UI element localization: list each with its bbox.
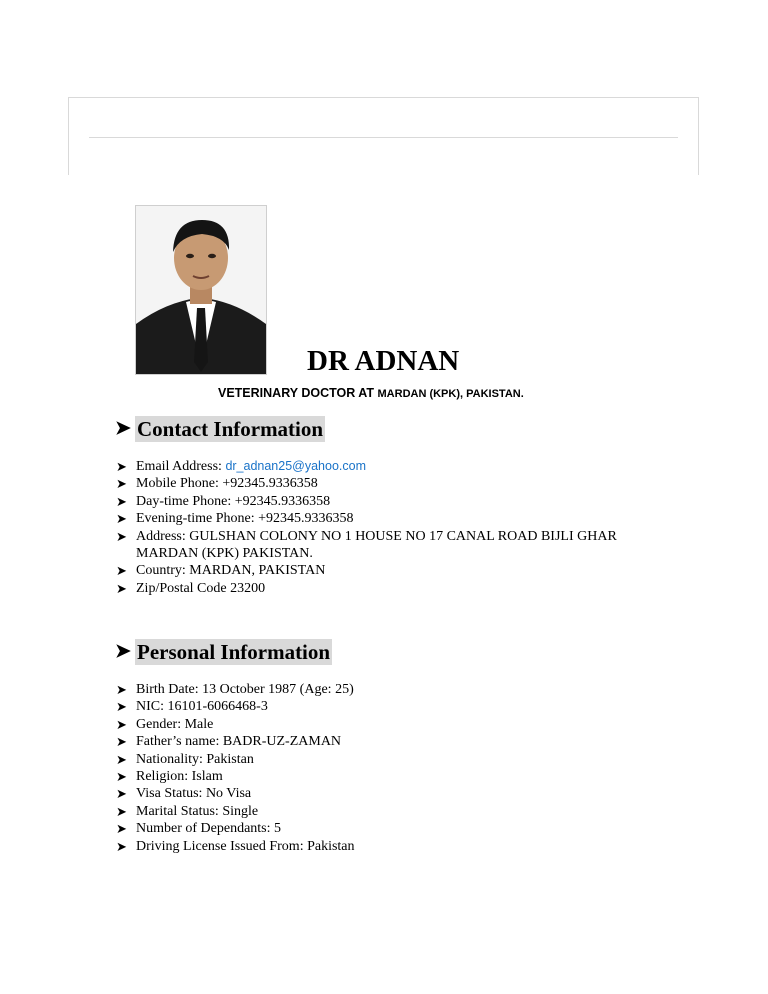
- list-item: [116, 803, 355, 820]
- daytime-phone: Day-time Phone: +92345.9336358: [136, 493, 331, 509]
- contact-info-list: [116, 458, 617, 597]
- arrowhead-bullet-icon: ➤: [116, 476, 127, 492]
- contact-country-item: [116, 562, 617, 579]
- contact-heading-text: Contact Information: [137, 417, 324, 441]
- job-location: MARDAN (KPK), PAKISTAN.: [377, 388, 524, 400]
- list-item: [116, 820, 355, 837]
- zip-code: Zip/Postal Code 23200: [136, 580, 266, 596]
- list-item: [116, 698, 355, 715]
- list-item: [116, 733, 355, 750]
- visa-status: Visa Status: No Visa: [136, 786, 252, 802]
- arrowhead-bullet-icon: ➤: [116, 734, 127, 750]
- header-divider: [89, 137, 678, 138]
- contact-daytime-item: [116, 493, 617, 510]
- candidate-name: DR ADNAN: [307, 345, 460, 377]
- dependants: Number of Dependants: 5: [136, 821, 282, 837]
- nationality: Nationality: Pakistan: [136, 751, 254, 767]
- contact-evening-item: [116, 510, 617, 527]
- job-title-text: VETERINARY DOCTOR AT: [218, 386, 378, 400]
- list-item: [116, 681, 355, 698]
- contact-email-item: [116, 458, 617, 475]
- gender: Gender: Male: [136, 716, 214, 732]
- address-line-1: Address: GULSHAN COLONY NO 1 HOUSE NO 17 CANAL ROAD BIJLI GHAR: [136, 528, 617, 544]
- arrowhead-bullet-icon: ➤: [115, 641, 131, 662]
- arrowhead-bullet-icon: ➤: [116, 821, 127, 837]
- address-line-2: MARDAN (KPK) PAKISTAN.: [136, 546, 313, 562]
- arrowhead-bullet-icon: ➤: [116, 803, 127, 819]
- birth-date: Birth Date: 13 October 1987 (Age: 25): [136, 682, 354, 697]
- arrowhead-bullet-icon: ➤: [116, 838, 127, 854]
- list-item: [116, 751, 355, 768]
- list-item: [116, 838, 355, 855]
- list-item: [116, 716, 355, 733]
- email-label: Email Address:: [136, 459, 226, 474]
- contact-zip-item: [116, 580, 617, 597]
- contact-address-item: [116, 528, 617, 563]
- mobile-phone: Mobile Phone: +92345.9336358: [136, 476, 318, 492]
- country: Country: MARDAN, PAKISTAN: [136, 563, 326, 579]
- contact-section-heading: [115, 416, 325, 442]
- contact-mobile-item: [116, 475, 617, 492]
- arrowhead-bullet-icon: ➤: [116, 563, 127, 579]
- personal-section-heading: [115, 639, 332, 665]
- arrowhead-bullet-icon: ➤: [116, 493, 127, 509]
- evening-phone: Evening-time Phone: +92345.9336358: [136, 511, 354, 527]
- arrowhead-bullet-icon: ➤: [116, 751, 127, 767]
- arrowhead-bullet-icon: ➤: [116, 459, 127, 474]
- arrowhead-bullet-icon: ➤: [116, 786, 127, 802]
- email-link[interactable]: dr_adnan25@yahoo.com: [225, 459, 367, 473]
- nic-number: NIC: 16101-6066468-3: [136, 699, 268, 715]
- personal-heading-text: Personal Information: [137, 640, 331, 664]
- header-frame: [68, 97, 699, 175]
- portrait-image: [136, 206, 266, 374]
- father-name: Father’s name: BADR-UZ-ZAMAN: [136, 734, 342, 750]
- religion: Religion: Islam: [136, 769, 223, 785]
- arrowhead-bullet-icon: ➤: [115, 418, 131, 439]
- list-item: [116, 768, 355, 785]
- arrowhead-bullet-icon: ➤: [116, 528, 127, 544]
- arrowhead-bullet-icon: ➤: [116, 716, 127, 732]
- driving-license: Driving License Issued From: Pakistan: [136, 838, 355, 854]
- arrowhead-bullet-icon: ➤: [116, 699, 127, 715]
- arrowhead-bullet-icon: ➤: [116, 580, 127, 596]
- personal-info-list: [116, 681, 355, 855]
- arrowhead-bullet-icon: ➤: [116, 511, 127, 527]
- list-item: [116, 785, 355, 802]
- job-title: [218, 385, 524, 402]
- profile-photo: [135, 205, 267, 375]
- arrowhead-bullet-icon: ➤: [116, 682, 127, 697]
- arrowhead-bullet-icon: ➤: [116, 769, 127, 785]
- marital-status: Marital Status: Single: [136, 803, 259, 819]
